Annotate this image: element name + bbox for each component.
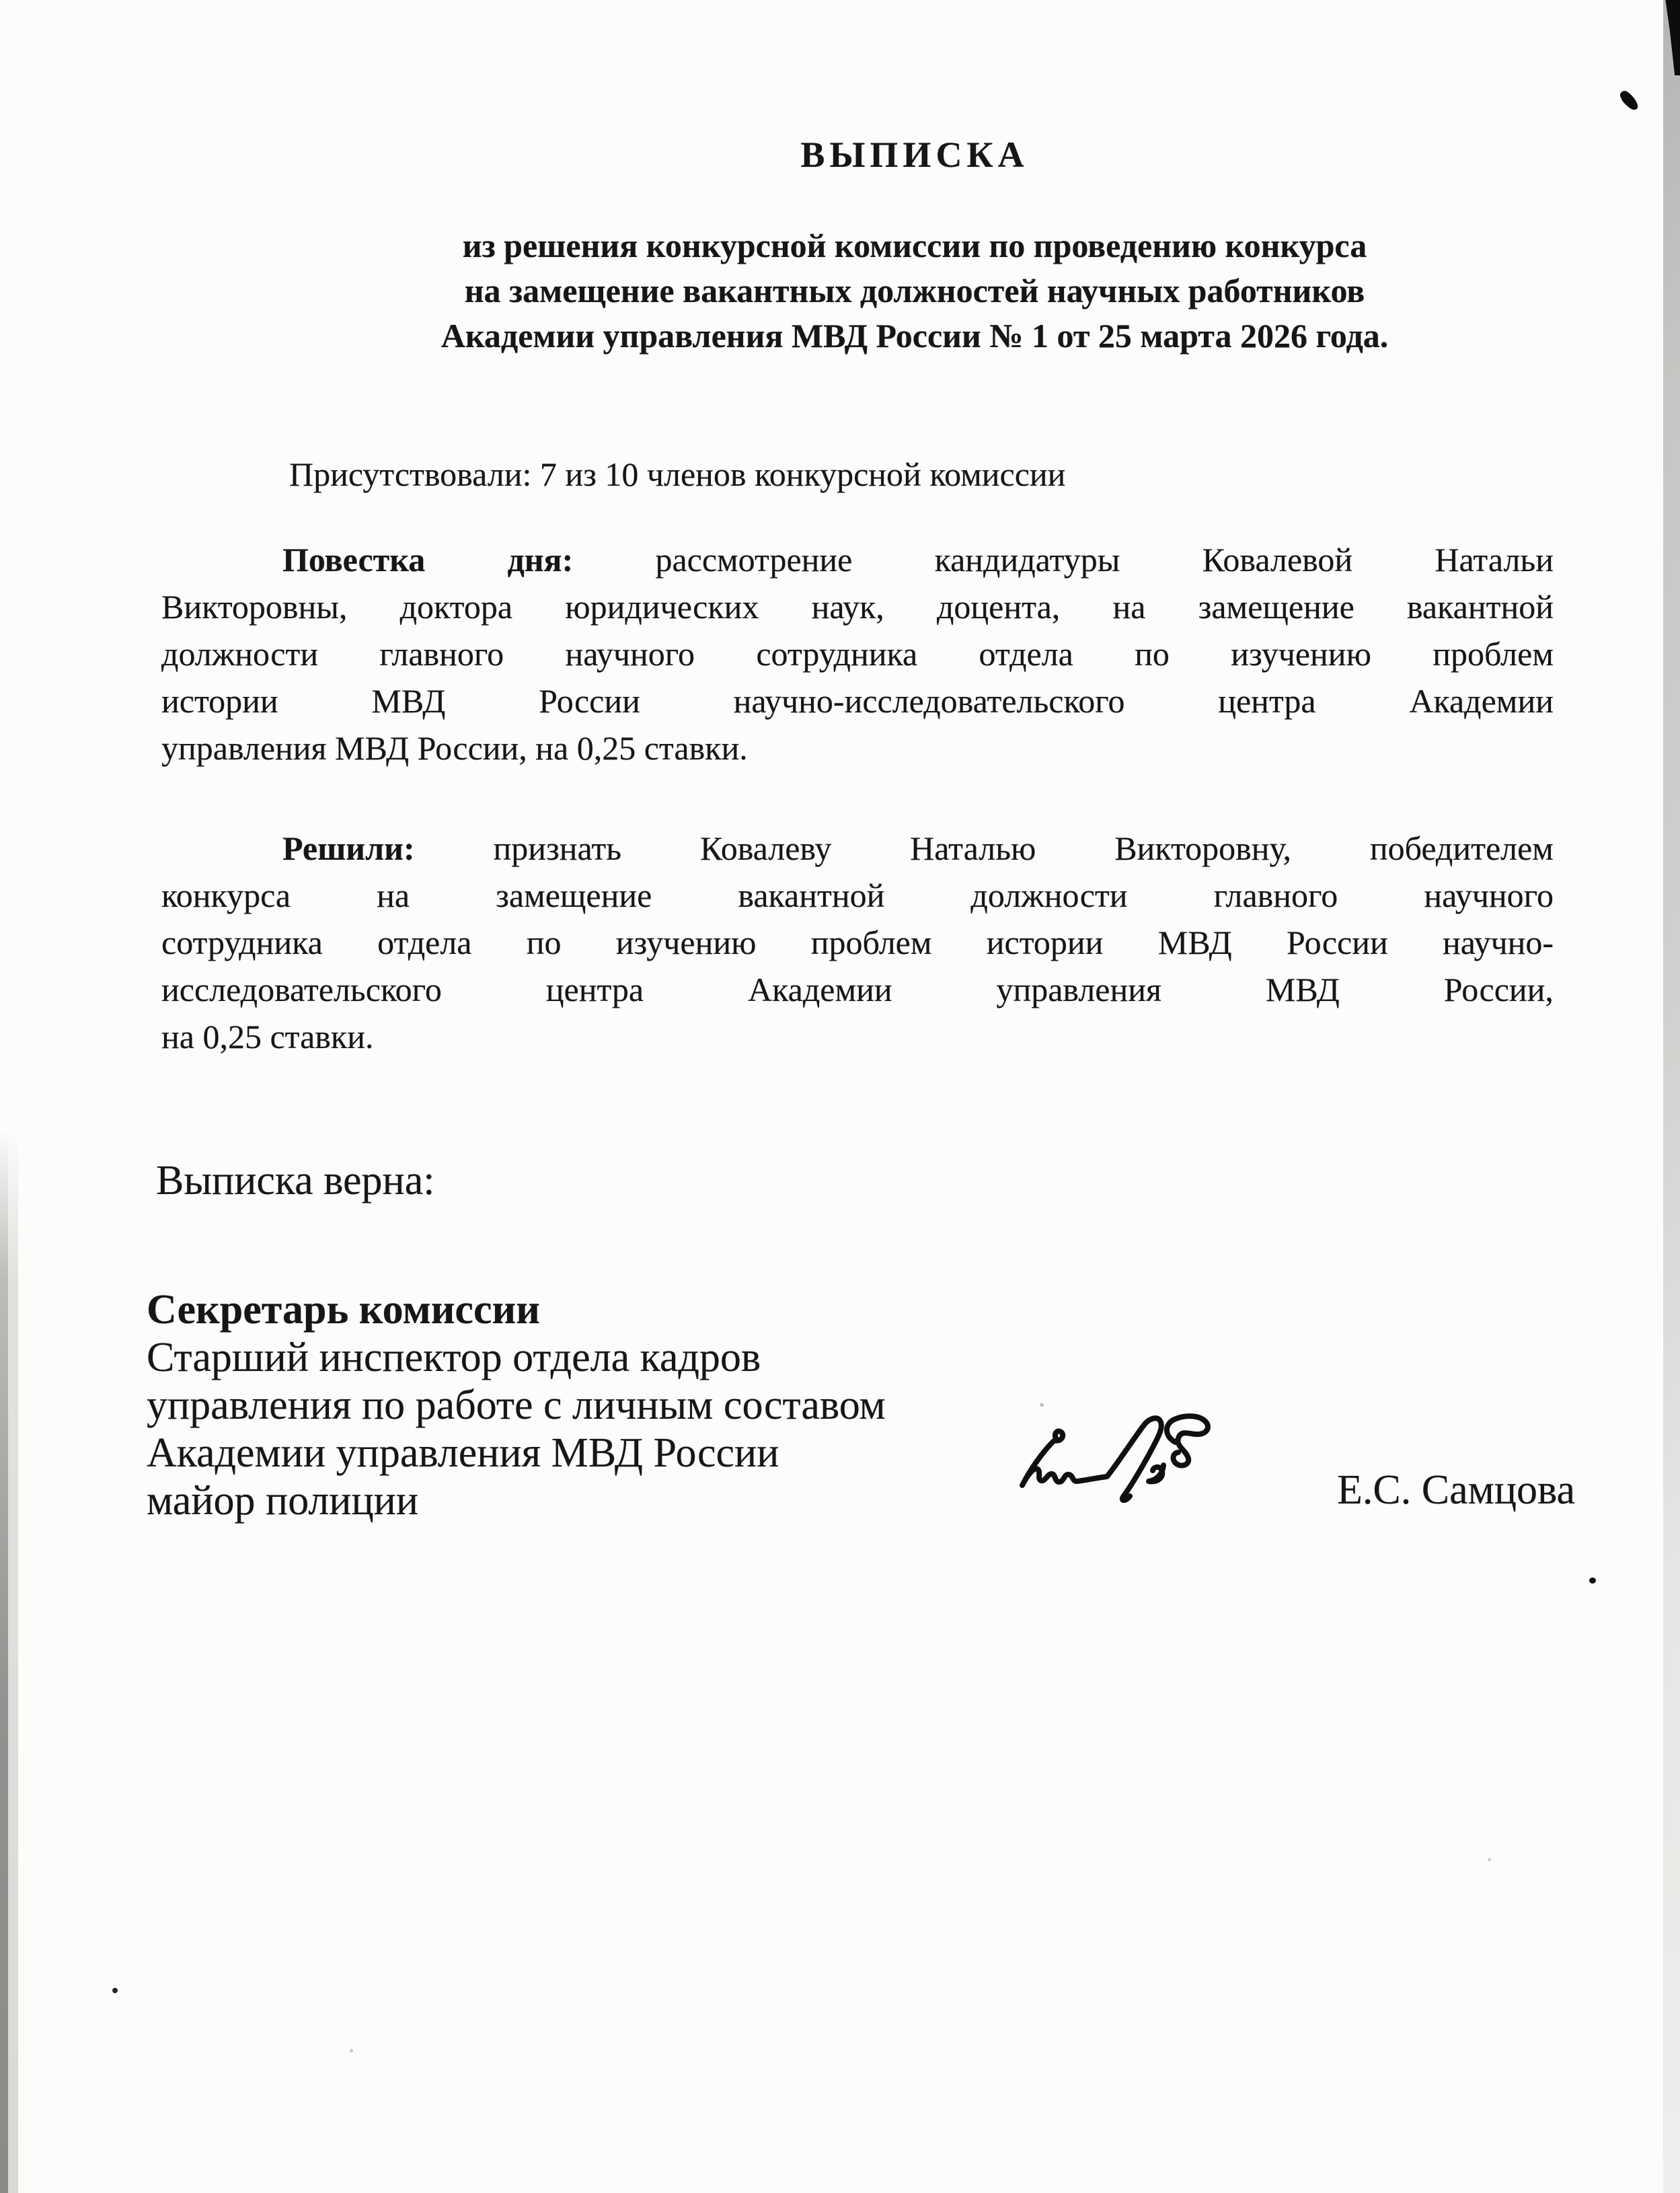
handwritten-signature [995,1386,1264,1561]
ink-mark [1617,89,1641,114]
word: главного [1213,877,1338,914]
paragraph-line [161,919,1554,966]
word: научно- [1443,924,1554,961]
ink-speck [350,2049,353,2052]
ink-speck [112,1988,118,1993]
document-title: ВЫПИСКА [800,135,1029,175]
word: МВД [1157,924,1232,961]
word: главного [379,635,504,673]
word: центра [545,971,644,1008]
document-header [195,133,1634,359]
signatory-title-block [147,1286,886,1525]
signatory-line: Старший инспектор отдела кадров [147,1335,761,1380]
word: конкурса [161,877,291,914]
word: научного [1424,877,1554,914]
word: должности [970,877,1128,914]
word: по [526,924,562,961]
word: юридических [565,588,759,626]
paragraph-line [161,536,1554,583]
signature-main-stroke [1022,1418,1161,1500]
word: должности [161,635,319,673]
word: Викторовны, [161,588,348,626]
word: Академии [1409,682,1554,720]
scan-edge-right [1663,0,1680,2193]
word: истории [986,924,1104,961]
word: доктора [399,588,513,626]
attendance-line: Присутствовали: 7 из 10 членов конкурсной комиссии [289,455,1066,493]
scan-edge-left-dark [0,1130,8,2193]
signature-flourish-stroke [1167,1416,1208,1465]
document-subtitle [195,223,1634,359]
ink-speck [1488,1858,1491,1861]
paragraph-line [161,677,1554,724]
word: научного [565,635,695,673]
word: сотрудника [756,635,918,673]
word: доцента, [936,588,1061,626]
paragraph-line [161,872,1554,919]
word: дня: [507,541,574,579]
word: замещение [1198,588,1354,626]
paragraph-line [161,966,1554,1013]
paragraph-line [161,583,1554,630]
word: изучению [615,924,757,961]
paragraph-line [161,630,1554,677]
word: МВД [371,682,446,720]
ink-speck [1589,1577,1596,1584]
word: управления [996,971,1162,1008]
paragraph-line [161,825,1554,872]
word: на [1112,588,1146,626]
word: центра [1218,682,1316,720]
signatory-line: Секретарь комиссии [147,1287,540,1333]
word: замещение [496,877,652,914]
word: России, [1443,971,1554,1008]
word: Ковалевой [1202,541,1353,579]
word: отдела [377,924,472,961]
signer-name: Е.С. Самцова [1337,1467,1575,1513]
word: на [377,877,410,914]
word: Академии [747,971,892,1008]
word: России [539,682,640,720]
word: истории [161,682,278,720]
word: МВД [1265,971,1340,1008]
word: проблем [810,924,932,961]
word: исследовательского [161,971,442,1008]
scan-edge-left-light [8,1130,18,2193]
word: России [1287,924,1388,961]
subtitle-line: Академии управления МВД России № 1 от 25 марта 2026 года. [441,317,1389,355]
word: кандидатуры [934,541,1120,579]
word: научно-исследовательского [733,682,1125,720]
signatory-line: управления по работе с личным составом [147,1382,886,1428]
signatory-line: Академии управления МВД России [147,1430,779,1476]
word: признать [493,829,622,867]
word: отдела [979,635,1073,673]
word: проблем [1433,635,1554,673]
agenda-paragraph [161,536,1554,772]
word: победителем [1369,829,1554,867]
word: наук, [811,588,884,626]
signatory-line: майор полиции [147,1478,419,1524]
word: рассмотрение [655,541,853,579]
word: Натальи [1435,541,1554,579]
word: вакантной [738,877,885,914]
word: изучению [1231,635,1371,673]
resolution-paragraph [161,825,1554,1060]
signature-five-stroke [1149,1465,1163,1481]
word: по [1135,635,1170,673]
subtitle-line: на замещение вакантных должностей научных работников [464,272,1365,309]
word: Повестка [282,541,426,579]
word: сотрудника [161,924,323,961]
word: Ковалеву [699,829,832,867]
word: Наталью [910,829,1036,867]
word: Викторовну, [1114,829,1291,867]
paragraph-line: на 0,25 ставки. [161,1018,374,1055]
word: Решили: [282,829,415,867]
paragraph-line: управления МВД России, на 0,25 ставки. [161,729,748,767]
word: вакантной [1406,588,1554,626]
certification-line: Выписка верна: [156,1158,435,1203]
subtitle-line: из решения конкурсной комиссии по проведению конкурса [462,227,1367,264]
